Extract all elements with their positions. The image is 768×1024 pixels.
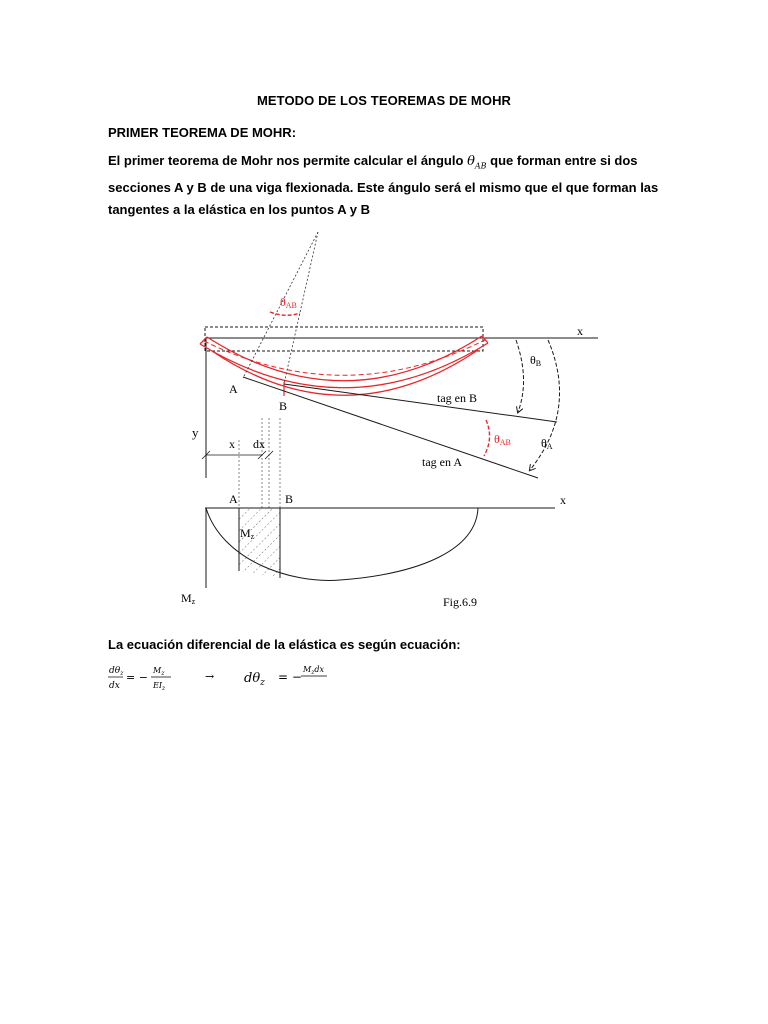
theta-a-label: θA (541, 436, 553, 451)
mohr-figure (181, 225, 610, 615)
formula-lhs-num: $d\theta_z$ (109, 666, 124, 677)
theta-ab-symbol: $\theta_{AB}$ (467, 154, 487, 171)
section-heading: PRIMER TEOREMA DE MOHR: (108, 125, 297, 140)
formula-r-num: $M_zdx$ (303, 665, 325, 676)
equation-intro: La ecuación diferencial de la elástica es según ecuación: (108, 637, 461, 652)
tangent-b (284, 384, 557, 422)
deformed-beam-lower (212, 350, 478, 395)
formula-rhs-num: $M_z$ (153, 666, 165, 677)
theta-ab-top-arc (270, 312, 300, 315)
theta-ab-mid-arc (484, 420, 490, 456)
dim-dx-label: dx (253, 437, 265, 451)
formula-r-lhs: $d\theta_z$ (244, 671, 265, 688)
x-axis-top-label: x (577, 324, 583, 338)
formula (105, 660, 405, 700)
formula-rhs-den: $EI_z$ (153, 681, 166, 692)
tangent-a-label: tag en A (422, 455, 462, 469)
point-b-label: B (279, 399, 288, 413)
point-a-label: A (229, 382, 238, 396)
tangent-a (243, 377, 538, 478)
mz-inner-label: Mz (240, 526, 255, 541)
theta-b-arc (516, 340, 524, 412)
tangent-b-label: tag en B (437, 391, 477, 405)
formula-r-eq: = − (278, 670, 302, 684)
intro-paragraph (108, 150, 668, 220)
dim-x-label: x (229, 437, 235, 451)
paragraph-text-2: que forman entre si dos secciones A y B de una viga flexionada. Este ángulo será el mismo que el que forman las tangentes a la elástica en los puntos A y B (108, 153, 659, 217)
paragraph-text-1: El primer teorema de Mohr nos permite calcular el ángulo (108, 153, 464, 168)
formula-lhs-den: dx (109, 681, 120, 691)
page-title: METODO DE LOS TEOREMAS DE MOHR (256, 93, 512, 108)
y-axis-label: y (192, 425, 199, 440)
x-axis-bottom-label: x (560, 493, 566, 507)
formula-eq: = − (126, 671, 148, 684)
section-a-label: A (229, 492, 238, 506)
section-b-label: B (285, 492, 294, 506)
undeformed-beam (205, 327, 483, 351)
theta-ab-mid-label: θAB (494, 432, 511, 447)
formula-arrow: → (205, 670, 215, 683)
mz-outer-label: Mz (181, 591, 196, 606)
theta-b-label: θB (530, 353, 542, 368)
dim-dx-tick-right (265, 451, 273, 459)
figure-caption: Fig.6.9 (443, 595, 478, 609)
theta-ab-top-label: θAB (280, 295, 297, 310)
moment-strip-hatch (239, 508, 280, 578)
